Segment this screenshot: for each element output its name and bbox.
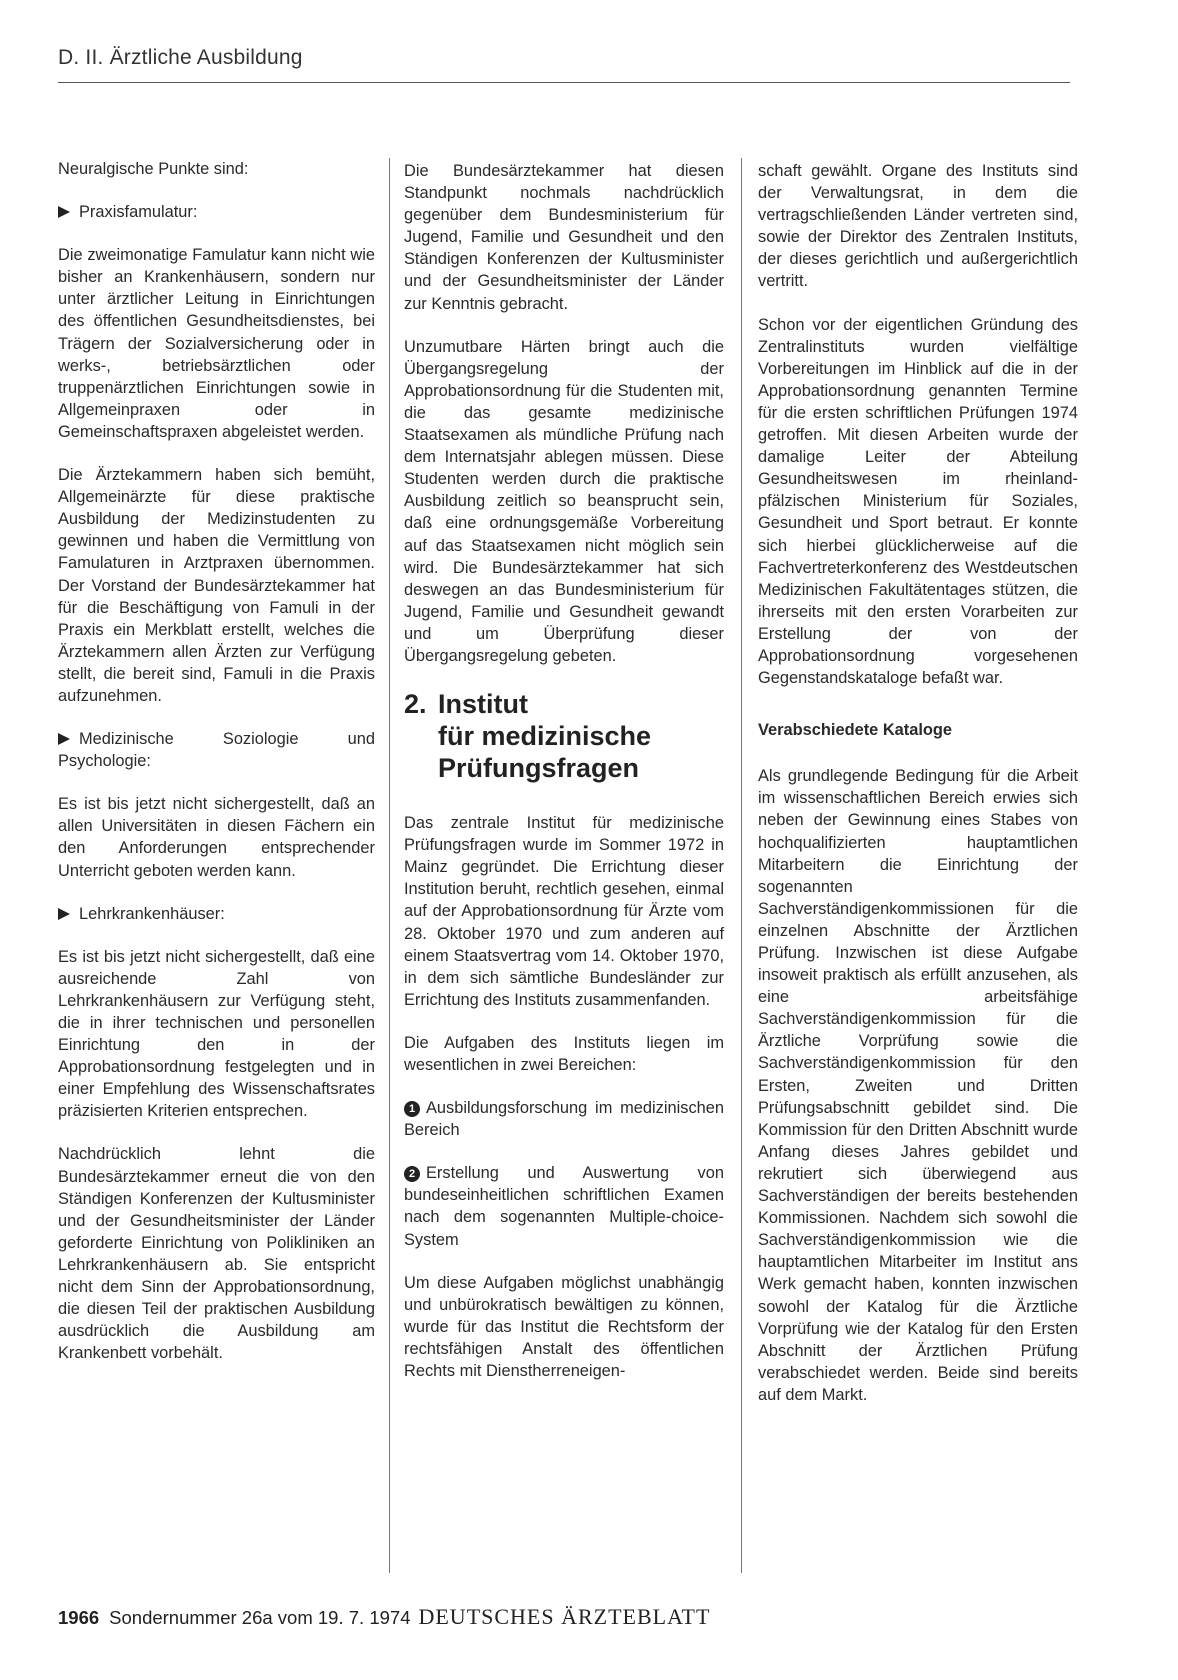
circled-number-icon: 2 bbox=[404, 1166, 420, 1182]
numbered-item bbox=[404, 1162, 724, 1250]
paragraph: Die Aufgaben des Instituts liegen im wesentlichen in zwei Bereichen: bbox=[404, 1033, 724, 1074]
running-header: D. II. Ärztliche Ausbildung bbox=[58, 46, 303, 69]
circled-number-icon: 1 bbox=[404, 1101, 420, 1117]
section-heading bbox=[404, 688, 724, 784]
triangle-bullet-icon bbox=[58, 206, 70, 218]
column-divider-2 bbox=[741, 158, 742, 1573]
paragraph: Das zentrale Institut für medizinische Prüfungsfragen wurde im Sommer 1972 in Mainz gegründet. Die Errichtung dieser Institution beruht, rechtlich gesehen, einmal auf der Approbationsordnung für Ärzte vom 28. Oktober 1970 und zum anderen auf einem Staatsvertrag vom 14. Oktober 1970, in dem sich sämtliche Bundesländer zur Errichtung des Instituts zusammenfanden. bbox=[404, 814, 724, 1009]
section-number: 2. bbox=[404, 689, 427, 720]
issue-info: Sondernummer 26a vom 19. 7. 1974 bbox=[109, 1607, 411, 1628]
numbered-item-text: Erstellung und Auswertung von bundeseinheitlichen schriftlichen Examen nach dem sogenannten Multiple-choice-System bbox=[404, 1164, 724, 1249]
column-1 bbox=[58, 158, 375, 1364]
section-title-line-3: Prüfungsfragen bbox=[438, 753, 640, 784]
header-rule bbox=[58, 82, 1070, 83]
numbered-item-text: Ausbildungsforschung im medizinischen Bereich bbox=[404, 1099, 724, 1140]
bullet-label: Praxisfamulatur: bbox=[79, 203, 198, 222]
paragraph: schaft gewählt. Organe des Instituts sind der Verwaltungsrat, in dem die vertragschließenden Länder vertreten sind, sowie der Direktor des Zentralen Instituts, der dieses gerichtlich und außergerichtlich vertritt. bbox=[758, 162, 1078, 291]
paragraph: Als grundlegende Bedingung für die Arbeit im wissenschaftlichen Bereich erwies sich neben der Gewinnung eines Stabes von hochqualifizierten hauptamtlichen Mitarbeitern die Einrichtung der sogenannten Sachverständigenkommissionen für die einzelnen Abschnitte der Ärztlichen Prüfung. Inzwischen ist diese Aufgabe insoweit praktisch als erfüllt anzusehen, als eine arbeitsfähige Sachverständigenkommission für die Ärztliche Vorprüfung sowie die Sachverständigenkommission für den Ersten, Zweiten und Dritten Prüfungsabschnitt gebildet sind. Die Kommission für den Dritten Abschnitt wurde Anfang dieses Jahres gebildet und rekrutiert sich überwiegend aus Sachverständigen der bereits bestehenden Kommissionen. Nachdem sich sowohl die Sachverständigenkommission wie die hauptamtlichen Mitarbeiter im Institut ans Werk gemacht haben, konnten inzwischen sowohl der Katalog für die Ärztliche Vorprüfung wie der Katalog für den Ersten Abschnitt der Ärztlichen Prüfung verabschiedet werden. Beide sind bereits auf dem Markt. bbox=[758, 767, 1078, 1404]
subheading: Verabschiedete Kataloge bbox=[758, 721, 953, 740]
intro-text: Neuralgische Punkte sind: bbox=[58, 160, 249, 178]
paragraph: Es ist bis jetzt nicht sichergestellt, daß eine ausreichende Zahl von Lehrkrankenhäusern zur Verfügung steht, die in ihrer technischen und personellen Einrichtung den in der Approbationsordnung festgelegten und in einer Empfehlung des Wissenschaftsrates präzisierten Kriterien entsprechen. bbox=[58, 947, 375, 1121]
triangle-bullet-icon bbox=[58, 733, 70, 745]
paragraph: Schon vor der eigentlichen Gründung des Zentralinstituts wurden vielfältige Vorbereitungen im Hinblick auf die in der Approbationsordnung genannten Termine für die ersten schriftlichen Prüfungen 1974 getroffen. Mit diesen Arbeiten wurde der damalige Leiter der Abteilung Gesundheitswesen im rheinland-pfälzischen Ministerium für Soziales, Gesundheit und Sport betraut. Er konnte sich hierbei glücklicherweise auf die Fachvertreterkonferenz des Westdeutschen Medizinischen Fakultätentages stützen, die ihrerseits mit den ersten Vorarbeiten zur Erstellung der von der Approbationsordnung vorgesehenen Gegenstandskataloge befaßt war. bbox=[758, 315, 1078, 688]
bullet-item bbox=[58, 903, 375, 925]
section-title-line-1: Institut bbox=[438, 689, 528, 720]
paragraph: Die Bundesärztekammer hat diesen Standpunkt nochmals nachdrücklich gegenüber dem Bundesministerium für Jugend, Familie und Gesundheit und den Ständigen Konferenzen der Kultusminister und der Gesundheitsminister der Länder zur Kenntnis gebracht. bbox=[404, 162, 724, 313]
bullet-item bbox=[58, 728, 375, 772]
paragraph: Um diese Aufgaben möglichst unabhängig und unbürokratisch bewältigen zu können, wurde für das Institut die Rechtsform der rechtsfähigen Anstalt des öffentlichen Rechts mit Dienstherreneigen- bbox=[404, 1273, 724, 1381]
paragraph: Es ist bis jetzt nicht sichergestellt, daß an allen Universitäten in diesen Fächern ein den Anforderungen entsprechender Unterricht geboten werden kann. bbox=[58, 795, 375, 880]
column-divider-1 bbox=[389, 158, 390, 1573]
page-footer bbox=[58, 1604, 710, 1630]
column-2 bbox=[404, 160, 724, 1382]
paragraph: Die Ärztekammern haben sich bemüht, Allgemeinärzte für diese praktische Ausbildung der Medizinstudenten zu gewinnen und haben die Vermittlung von Famulaturen in Arztpraxen übernommen. Der Vorstand der Bundesärztekammer hat für die Beschäftigung von Famuli in der Praxis ein Merkblatt erstellt, welches die Ärztekammern allen Ärzten zur Verfügung stellt, die bereit sind, Famuli in die Praxis aufzunehmen. bbox=[58, 466, 375, 705]
section-title-line-2: für medizinische bbox=[438, 721, 652, 752]
triangle-bullet-icon bbox=[58, 908, 70, 920]
paragraph: Nachdrücklich lehnt die Bundesärztekammer erneut die von den Ständigen Konferenzen der Kultusminister und der Gesundheitsminister der Länder geforderte Einrichtung von Polikliniken an Lehrkrankenhäusern ab. Sie entspricht nicht dem Sinn der Approbationsordnung, die diesen Teil der praktischen Ausbildung ausdrücklich die Ausbildung am Krankenbett vorbehält. bbox=[58, 1145, 375, 1363]
paragraph: Die zweimonatige Famulatur kann nicht wie bisher an Krankenhäusern, sondern nur unter ärztlicher Leitung in Einrichtungen des öffentlichen Gesundheitsdienstes, bei Trägern der Sozialversicherung oder in werks-, betriebsärztlichen oder truppenärztlichen Einrichtungen sowie in Allgemeinpraxen oder in Gemeinschaftspraxen abgeleistet werden. bbox=[58, 246, 375, 441]
bullet-item bbox=[58, 201, 375, 223]
page-number: 1966 bbox=[58, 1607, 100, 1628]
paragraph: Unzumutbare Härten bringt auch die Übergangsregelung der Approbationsordnung für die Studenten mit, die das gesamte medizinische Staatsexamen als mündliche Prüfung nach dem Internatsjahr ablegen müssen. Diese Studenten werden durch die praktische Ausbildung zeitlich so beansprucht sein, daß eine ordnungsgemäße Vorbereitung auf das Staatsexamen nicht möglich sein wird. Die Bundesärztekammer hat sich deswegen an das Bundesministerium für Jugend, Familie und Gesundheit gewandt und um Überprüfung dieser Übergangsregelung gebeten. bbox=[404, 337, 724, 665]
column-3 bbox=[758, 160, 1078, 1406]
journal-name: DEUTSCHES ÄRZTEBLATT bbox=[418, 1604, 711, 1629]
numbered-item bbox=[404, 1097, 724, 1141]
bullet-label: Medizinische Soziologie und Psychologie: bbox=[58, 730, 375, 771]
bullet-label: Lehrkrankenhäuser: bbox=[79, 904, 225, 923]
